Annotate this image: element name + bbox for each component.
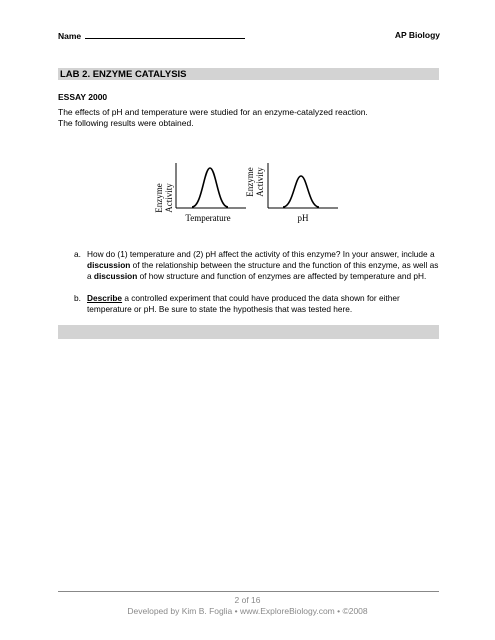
temperature-graph-ylabel-1: Enzyme: [154, 183, 164, 213]
question-b-letter: b.: [74, 293, 81, 303]
page-number: 2 of 16: [234, 595, 261, 605]
question-a-bold-1: discussion: [87, 260, 131, 271]
question-a-text-2: of the relationship between the structure and the function of this enzyme, as well as a: [87, 260, 439, 282]
lab-title: LAB 2. ENZYME CATALYSIS: [60, 69, 187, 80]
ph-graph-ylabel-1: Enzyme: [245, 167, 255, 197]
question-a-text-3: of how structure and function of enzymes are affected by temperature and pH.: [137, 271, 427, 282]
ph-graph: [245, 163, 338, 223]
ph-graph-ylabel-2: Activity: [255, 167, 265, 197]
intro-line-1: The effects of pH and temperature were studied for an enzyme-catalyzed reaction.: [58, 107, 368, 117]
question-b-bold: Describe: [87, 293, 123, 303]
question-b: [87, 293, 439, 315]
footer-divider: [58, 591, 439, 592]
question-a-letter: a.: [74, 249, 81, 259]
ph-activity-curve: [283, 176, 319, 207]
section-end-bar: [58, 325, 439, 339]
name-field: [58, 30, 245, 41]
temperature-graph-ylabel-2: Activity: [164, 183, 174, 213]
question-a-bold-2: discussion: [93, 271, 138, 282]
intro-text: [58, 107, 438, 129]
ph-graph-xlabel: pH: [297, 213, 309, 223]
question-a-text-1: How do (1) temperature and (2) pH affect the activity of this enzyme? In your answer, include a: [87, 249, 435, 259]
name-blank-line: [85, 30, 245, 39]
intro-line-2: The following results were obtained.: [58, 118, 194, 128]
name-label: Name: [58, 31, 82, 41]
temperature-activity-curve: [192, 168, 228, 207]
temperature-graph: [154, 163, 246, 223]
question-b-text: a controlled experiment that could have produced the data shown for either temperature or pH. Be sure to state the hypothesis that was tested here.: [87, 293, 400, 315]
footer-credit: Developed by Kim B. Foglia • www.ExploreBiology.com • ©2008: [127, 606, 368, 616]
enzyme-activity-graphs: [150, 158, 350, 230]
temperature-graph-xlabel: Temperature: [185, 213, 231, 223]
course-title: AP Biology: [394, 30, 440, 40]
essay-label: ESSAY 2000: [58, 92, 108, 102]
question-a: [87, 249, 439, 283]
